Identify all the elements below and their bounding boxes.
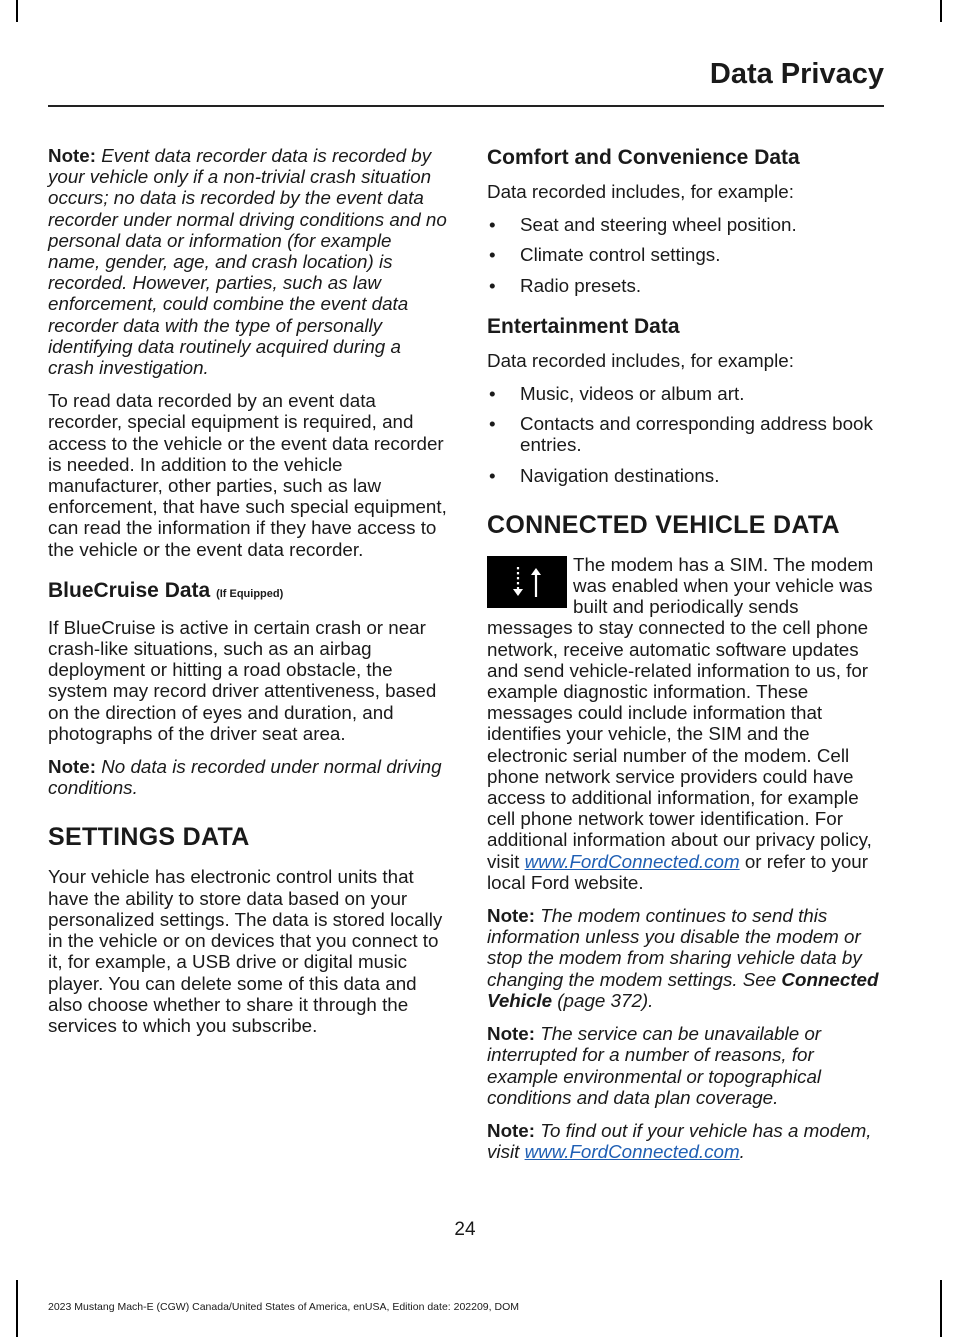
header-rule bbox=[48, 105, 884, 107]
left-column bbox=[48, 145, 448, 1048]
comfort-intro: Data recorded includes, for example: bbox=[487, 181, 794, 202]
list-item: • Contacts and corresponding address book entries. bbox=[487, 413, 883, 455]
paragraph-modem bbox=[487, 554, 883, 893]
crop-mark-top-left bbox=[16, 0, 18, 22]
paragraph-bluecruise: If BlueCruise is active in certain crash or near crash-like situations, such as an airbag deployment or hitting a road obstacle, the system may record driver attentiveness, based on the direction of eyes and duration, and photographs of the driver seat area. bbox=[48, 616, 437, 744]
modem-text-end: or refer to your local Ford website. bbox=[487, 850, 868, 893]
note-label: Note: bbox=[487, 1119, 535, 1141]
note-label: Note: bbox=[487, 1023, 535, 1045]
heading-qualifier: (If Equipped) bbox=[216, 587, 284, 600]
note-text: The service can be unavailable or interrupted for a number of reasons, for example environmental or topographical conditions and data plan coverage. bbox=[487, 1023, 822, 1108]
right-column bbox=[487, 145, 883, 1174]
note-text: The modem continues to send this information unless you disable the modem or stop the modem from sharing vehicle data by changing the modem settings. See bbox=[487, 905, 862, 990]
modem-data-transfer-icon bbox=[487, 556, 567, 608]
heading-settings-data: SETTINGS DATA bbox=[48, 823, 250, 852]
page-title: Data Privacy bbox=[709, 58, 884, 90]
note-label: Note: bbox=[48, 756, 96, 778]
note-edr bbox=[48, 145, 448, 378]
heading-bluecruise bbox=[48, 578, 448, 607]
note-text: To find out if your vehicle has a modem, visit bbox=[487, 1119, 872, 1163]
note-bluecruise bbox=[48, 756, 448, 798]
paragraph-edr-read: To read data recorded by an event data recorder, special equipment is required, and access to the vehicle or the event data recorder is needed. In addition to the vehicle manufacturer, other parties, such as law enforcement, that have such special equipment, can read the information if they have access to the vehicle or the event data recorder. bbox=[48, 390, 447, 560]
ford-connected-link[interactable]: www.FordConnected.com bbox=[524, 1141, 740, 1163]
page-number: 24 bbox=[454, 1219, 476, 1240]
list-item: • Navigation destinations. bbox=[487, 465, 883, 486]
note-text: No data is recorded under normal driving conditions. bbox=[48, 756, 442, 799]
list-item: • Seat and steering wheel position. bbox=[487, 214, 883, 235]
heading-text: BlueCruise Data bbox=[48, 578, 211, 602]
connected-vehicle-reference[interactable]: Connected Vehicle bbox=[487, 968, 879, 1011]
note-text: Event data recorder data is recorded by your vehicle only if a non-trivial crash situation occurs; no data is recorded by the event data recorder under normal driving conditions and no personal data or information (for example name, gender, age, and crash location) is recorded. However, parties, such as law enforcement, could combine the event data recorder data with the type of personally identifying data routinely acquired during a crash investigation. bbox=[48, 145, 447, 379]
note-label: Note: bbox=[48, 145, 96, 166]
modem-text: The modem has a SIM. The modem was enabled when your vehicle was built and periodically sends messages to stay connected to the cell phone network, receive automatic software updates and send vehicle-related information to us, for example diagnostic information. These messages could include information that identifies your vehicle, the SIM and the electronic serial number of the modem. Cell phone network service providers could have access to additional information, for example cell phone network tower identification. For additional information about our privacy policy, visit bbox=[487, 553, 874, 872]
list-item: • Music, videos or album art. bbox=[487, 383, 883, 404]
note-find-modem bbox=[487, 1120, 883, 1162]
entertainment-intro: Data recorded includes, for example: bbox=[487, 349, 794, 371]
heading-entertainment: Entertainment Data bbox=[487, 314, 680, 338]
list-item: • Climate control settings. bbox=[487, 244, 883, 265]
heading-connected-vehicle: CONNECTED VEHICLE DATA bbox=[487, 510, 840, 539]
page-reference: (page 372). bbox=[557, 989, 654, 1011]
footer-edition: 2023 Mustang Mach-E (CGW) Canada/United States of America, enUSA, Edition date: 202209, DOM bbox=[48, 1301, 519, 1313]
entertainment-list bbox=[487, 383, 883, 486]
note-label: Note: bbox=[487, 905, 535, 927]
note-modem-continues bbox=[487, 905, 883, 1011]
heading-comfort: Comfort and Convenience Data bbox=[487, 146, 800, 169]
ford-connected-link[interactable]: www.FordConnected.com bbox=[524, 850, 740, 872]
paragraph-settings: Your vehicle has electronic control units that have the ability to store data based on your personalized settings. The data is stored locally in the vehicle or on devices that you connect to it, for example, a USB drive or digital music player. You can delete some of this data and also choose whether to share it through the services to which you subscribe. bbox=[48, 866, 443, 1036]
crop-mark-bottom-right bbox=[940, 1280, 942, 1337]
note-end: . bbox=[739, 1141, 745, 1163]
note-service-unavailable bbox=[487, 1023, 883, 1108]
crop-mark-top-right bbox=[940, 0, 942, 22]
comfort-list bbox=[487, 214, 883, 296]
list-item: • Radio presets. bbox=[487, 275, 883, 296]
crop-mark-bottom-left bbox=[16, 1280, 18, 1337]
